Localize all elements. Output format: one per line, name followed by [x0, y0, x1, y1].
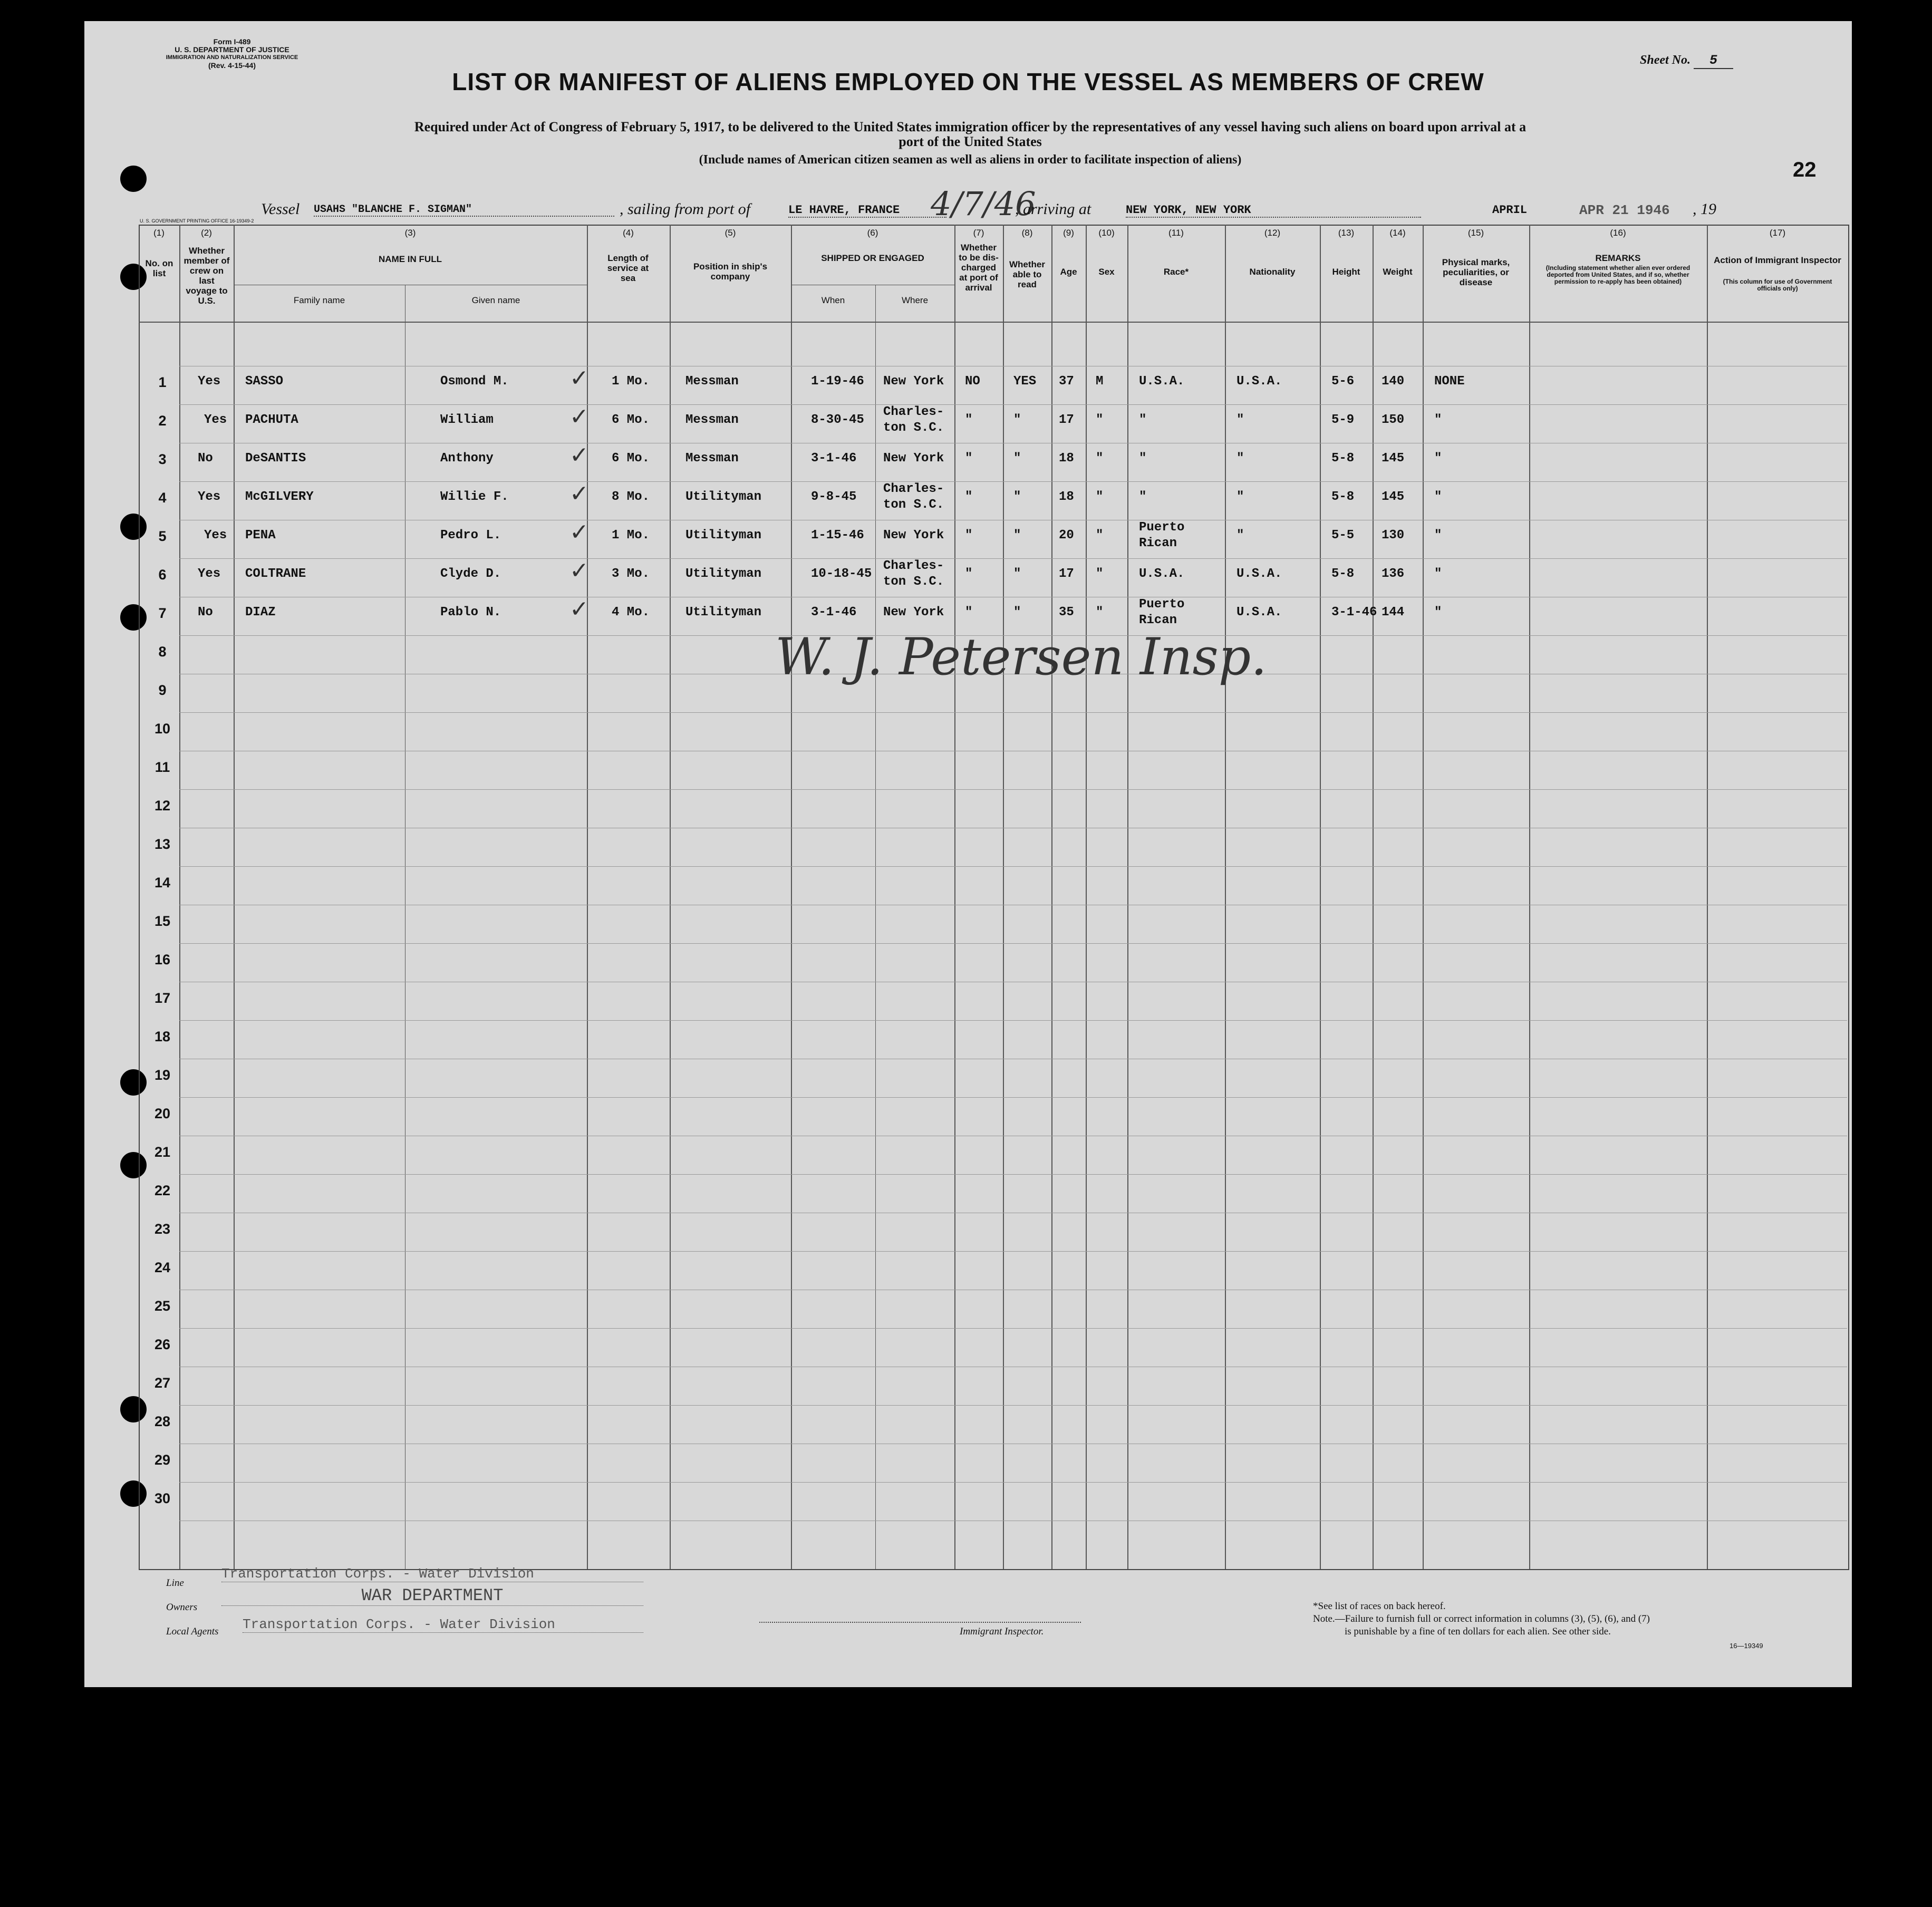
row-number: 11: [154, 759, 170, 775]
row-number: 25: [154, 1298, 171, 1314]
cell-nationality: ": [1237, 528, 1244, 543]
form-rev: (Rev. 4-15-44): [208, 61, 256, 70]
handwritten-date: 4/7/46: [931, 185, 1036, 223]
cell-service-length: 6 Mo.: [612, 413, 650, 427]
cell-discharged: ": [965, 528, 973, 543]
failure-note: Note.—Failure to furnish full or correct information in columns (3), (5), (6), and (7): [1313, 1613, 1650, 1624]
cell-race: ": [1139, 451, 1147, 466]
cell-able-to-read: ": [1013, 451, 1021, 466]
cell-weight: 145: [1382, 451, 1405, 466]
cell-prev-voyage: No: [198, 451, 213, 466]
cell-shipped-where: New York: [883, 374, 944, 389]
arrival-month: APRIL: [1492, 204, 1528, 217]
cell-able-to-read: ": [1013, 605, 1021, 619]
row-number: 26: [154, 1337, 171, 1352]
cell-service-length: 8 Mo.: [612, 490, 650, 504]
row-rule: [179, 1020, 1847, 1021]
cell-height: 5-6: [1331, 374, 1355, 389]
cell-shipped-when: 3-1-46: [811, 451, 857, 466]
row-number: 5: [158, 528, 167, 544]
arriving-label: , arriving at: [1015, 200, 1091, 218]
row-number: 17: [154, 990, 171, 1006]
cell-family-name: DeSANTIS: [245, 451, 306, 466]
cell-shipped-where: New York: [883, 451, 944, 466]
cell-height: 3-1-46: [1331, 605, 1377, 619]
row-number: 22: [154, 1183, 171, 1198]
year-label: , 19: [1693, 200, 1716, 218]
cell-sex: ": [1096, 451, 1104, 466]
column-rule: [954, 225, 955, 1569]
row-rule: [179, 1405, 1847, 1406]
cell-position: Utilityman: [685, 605, 762, 619]
col-head-height: Height: [1332, 267, 1360, 277]
cell-sex: ": [1096, 567, 1104, 581]
cell-able-to-read: ": [1013, 567, 1021, 581]
cell-physical-marks: ": [1434, 490, 1442, 504]
cell-age: 20: [1059, 528, 1074, 543]
row-rule: [179, 712, 1847, 713]
header-bottom-rule: [139, 322, 1848, 323]
form-code: 16—19349: [1730, 1642, 1763, 1650]
form-dept: U. S. DEPARTMENT OF JUSTICE: [175, 45, 289, 54]
cell-given-name: Willie F.: [440, 490, 509, 504]
column-rule: [1127, 225, 1128, 1569]
cell-given-name: Osmond M.: [440, 374, 509, 389]
col-head-given-name: Given name: [471, 295, 520, 305]
crew-table: [139, 225, 1849, 1570]
col-head-shipped: SHIPPED OR ENGAGED: [821, 253, 924, 263]
form-id-block: [142, 38, 322, 70]
row-number: 6: [158, 567, 167, 583]
cell-nationality: U.S.A.: [1237, 567, 1282, 581]
cell-weight: 145: [1382, 490, 1405, 504]
cell-given-name: Clyde D.: [440, 567, 501, 581]
cell-sex: ": [1096, 528, 1104, 543]
cell-family-name: McGILVERY: [245, 490, 314, 504]
cell-shipped-where: New York: [883, 605, 944, 619]
cell-discharged: ": [965, 451, 973, 466]
cell-service-length: 6 Mo.: [612, 451, 650, 466]
row-number: 13: [154, 836, 171, 852]
printer-imprint: U. S. GOVERNMENT PRINTING OFFICE 16-19349-2: [140, 218, 254, 224]
cell-prev-voyage: No: [198, 605, 213, 619]
cell-nationality: ": [1237, 413, 1244, 427]
row-number: 4: [158, 490, 167, 506]
cell-shipped-where: Charles- ton S.C.: [883, 482, 944, 512]
row-rule: [179, 1328, 1847, 1329]
col-head-nationality: Nationality: [1249, 267, 1296, 277]
cell-height: 5-9: [1331, 413, 1355, 427]
cell-position: Messman: [685, 413, 739, 427]
col-head-action: Action of Immigrant Inspector: [1714, 255, 1841, 265]
row-rule: [179, 558, 1847, 559]
cell-age: 35: [1059, 605, 1074, 619]
row-number: 1: [158, 374, 167, 390]
cell-physical-marks: ": [1434, 451, 1442, 466]
column-rule: [234, 225, 235, 1569]
check-mark-icon: ✓: [569, 442, 589, 469]
cell-discharged: ": [965, 605, 973, 619]
cell-position: Utilityman: [685, 528, 762, 543]
check-mark-icon: ✓: [569, 596, 589, 623]
cell-shipped-when: 3-1-46: [811, 605, 857, 619]
col-head-weight: Weight: [1383, 267, 1413, 277]
row-number: 15: [154, 913, 171, 929]
col-num-3: (3): [404, 228, 416, 238]
cell-prev-voyage: Yes: [198, 490, 221, 504]
inspector-signature: W. J. Petersen Insp.: [775, 627, 1267, 686]
cell-prev-voyage: Yes: [204, 528, 227, 543]
col-head-discharged: Whether to be dis-charged at port of arrival: [959, 243, 999, 293]
cell-weight: 140: [1382, 374, 1405, 389]
cell-able-to-read: YES: [1013, 374, 1037, 389]
col-head-name: NAME IN FULL: [379, 254, 442, 264]
cell-family-name: COLTRANE: [245, 567, 306, 581]
col-num-12: (12): [1264, 228, 1281, 238]
col-head-age: Age: [1060, 267, 1077, 277]
footer-owners-label: Owners: [166, 1602, 198, 1613]
footer-line-value: Transportation Corps. - Water Division: [221, 1566, 643, 1582]
vessel-name: USAHS "BLANCHE F. SIGMAN": [314, 204, 614, 217]
sheet-number: [1640, 53, 1733, 68]
column-rule: [1707, 225, 1708, 1569]
cell-shipped-when: 10-18-45: [811, 567, 872, 581]
inspector-label: Immigrant Inspector.: [960, 1626, 1044, 1637]
arrival-port: NEW YORK, NEW YORK: [1126, 204, 1421, 218]
fine-note: is punishable by a fine of ten dollars for each alien. See other side.: [1345, 1626, 1611, 1637]
cell-position: Messman: [685, 451, 739, 466]
cell-physical-marks: ": [1434, 567, 1442, 581]
cell-age: 37: [1059, 374, 1074, 389]
cell-discharged: ": [965, 567, 973, 581]
sheet-label: Sheet No.: [1640, 53, 1691, 67]
footer-owners-value: WAR DEPARTMENT: [221, 1586, 643, 1606]
cell-position: Messman: [685, 374, 739, 389]
cell-given-name: Pablo N.: [440, 605, 501, 619]
cell-able-to-read: ": [1013, 490, 1021, 504]
col-head-position: Position in ship's company: [693, 262, 768, 282]
column-rule: [1373, 225, 1374, 1569]
cell-age: 17: [1059, 413, 1074, 427]
column-rule: [1529, 225, 1530, 1569]
footer-agents-label: Local Agents: [166, 1626, 219, 1637]
column-rule: [1051, 225, 1052, 1569]
col-head-family-name: Family name: [293, 295, 345, 305]
cell-race: ": [1139, 490, 1147, 504]
col-num-1: (1): [153, 228, 165, 238]
cell-age: 17: [1059, 567, 1074, 581]
races-note: *See list of races on back hereof.: [1313, 1601, 1446, 1612]
row-number: 3: [158, 451, 167, 467]
cell-height: 5-8: [1331, 567, 1355, 581]
cell-sex: ": [1096, 413, 1104, 427]
cell-race: U.S.A.: [1139, 567, 1185, 581]
cell-discharged: NO: [965, 374, 980, 389]
page-corner-number: 22: [1793, 158, 1817, 181]
col-head-action-note: (This column for use of Government officials only): [1723, 278, 1832, 292]
col-head-when: When: [821, 295, 845, 305]
column-rule: [1225, 225, 1226, 1569]
row-number: 21: [154, 1144, 171, 1160]
col-num-15: (15): [1467, 228, 1484, 238]
check-mark-icon: ✓: [569, 519, 589, 546]
form-number: Form I-489: [213, 37, 251, 46]
vessel-label: Vessel: [261, 200, 300, 218]
cell-prev-voyage: Yes: [198, 374, 221, 389]
cell-nationality: ": [1237, 490, 1244, 504]
cell-physical-marks: ": [1434, 413, 1442, 427]
cell-prev-voyage: Yes: [198, 567, 221, 581]
row-rule: [179, 481, 1847, 482]
cell-service-length: 1 Mo.: [612, 374, 650, 389]
cell-given-name: Pedro L.: [440, 528, 501, 543]
cell-height: 5-8: [1331, 451, 1355, 466]
cell-family-name: PENA: [245, 528, 276, 543]
col-head-remarks: REMARKS: [1595, 253, 1641, 263]
row-number: 18: [154, 1029, 171, 1044]
cell-shipped-where: Charles- ton S.C.: [883, 405, 944, 435]
col-num-13: (13): [1338, 228, 1355, 238]
row-rule: [179, 404, 1847, 405]
col-num-9: (9): [1063, 228, 1074, 238]
cell-able-to-read: ": [1013, 528, 1021, 543]
cell-race: Puerto Rican: [1139, 520, 1185, 550]
cell-nationality: U.S.A.: [1237, 605, 1282, 619]
cell-shipped-where: Charles- ton S.C.: [883, 559, 944, 589]
column-rule: [875, 285, 876, 1569]
subtitle-line-3: (Include names of American citizen seamen as well as aliens in order to facilitate inspection of aliens): [699, 153, 1242, 167]
form-service: IMMIGRATION AND NATURALIZATION SERVICE: [166, 54, 298, 61]
cell-weight: 144: [1382, 605, 1405, 619]
cell-discharged: ": [965, 490, 973, 504]
col-num-5: (5): [724, 228, 736, 238]
column-rule: [791, 225, 792, 1569]
cell-given-name: William: [440, 413, 494, 427]
cell-shipped-where: New York: [883, 528, 944, 543]
column-rule: [1320, 225, 1321, 1569]
footer-agents-value: Transportation Corps. - Water Division: [243, 1616, 643, 1633]
cell-shipped-when: 9-8-45: [811, 490, 857, 504]
sheet-value: 5: [1694, 53, 1733, 69]
arrival-stamp: APR 21 1946: [1579, 202, 1670, 218]
cell-race: Puerto Rican: [1139, 597, 1185, 627]
check-mark-icon: ✓: [569, 480, 589, 507]
inspector-sign-line: [759, 1622, 1081, 1623]
col-num-4: (4): [623, 228, 634, 238]
column-rule: [1003, 225, 1004, 1569]
row-number: 9: [158, 682, 167, 698]
col-head-sex: Sex: [1098, 267, 1115, 277]
col-num-14: (14): [1389, 228, 1406, 238]
col-head-race: Race*: [1163, 267, 1189, 277]
subtitle-line-1: Required under Act of Congress of February 5, 1917, to be delivered to the United States immigration officer by the representatives of any vessel having such aliens on board upon arrival at a: [414, 119, 1527, 134]
cell-height: 5-5: [1331, 528, 1355, 543]
col-num-8: (8): [1021, 228, 1033, 238]
col-num-7: (7): [973, 228, 984, 238]
col-num-2: (2): [201, 228, 212, 238]
col-num-16: (16): [1610, 228, 1626, 238]
cell-given-name: Anthony: [440, 451, 494, 466]
page-title: LIST OR MANIFEST OF ALIENS EMPLOYED ON THE VESSEL AS MEMBERS OF CREW: [452, 68, 1484, 95]
row-number: 10: [154, 721, 171, 737]
col-num-11: (11): [1168, 228, 1184, 238]
row-number: 30: [154, 1490, 171, 1506]
cell-nationality: U.S.A.: [1237, 374, 1282, 389]
cell-nationality: ": [1237, 451, 1244, 466]
row-number: 29: [154, 1452, 171, 1468]
col-num-17: (17): [1769, 228, 1786, 238]
cell-weight: 136: [1382, 567, 1405, 581]
cell-physical-marks: ": [1434, 605, 1442, 619]
col-head-no-on-list: No. on list: [145, 258, 173, 278]
cell-able-to-read: ": [1013, 413, 1021, 427]
col-head-remarks-note: (Including statement whether alien ever ordered deported from United States, and if so, whether permission to re-apply has been obtained): [1545, 264, 1691, 285]
cell-position: Utilityman: [685, 490, 762, 504]
cell-sex: ": [1096, 605, 1104, 619]
column-rule: [670, 225, 671, 1569]
cell-shipped-when: 1-19-46: [811, 374, 864, 389]
cell-family-name: DIAZ: [245, 605, 276, 619]
row-number: 8: [158, 644, 167, 660]
row-number: 7: [158, 605, 167, 621]
check-mark-icon: ✓: [569, 403, 589, 430]
punch-hole: [120, 166, 147, 192]
row-rule: [179, 1097, 1847, 1098]
cell-weight: 130: [1382, 528, 1405, 543]
check-mark-icon: ✓: [569, 365, 589, 392]
cell-service-length: 1 Mo.: [612, 528, 650, 543]
column-rule: [1423, 225, 1424, 1569]
cell-service-length: 3 Mo.: [612, 567, 650, 581]
col-head-prev-voyage: Whether member of crew on last voyage to U.S.: [183, 246, 230, 306]
sailing-label: , sailing from port of: [620, 200, 751, 218]
row-number: 2: [158, 413, 167, 429]
cell-race: U.S.A.: [1139, 374, 1185, 389]
row-number: 19: [154, 1067, 171, 1083]
col-head-where: Where: [901, 295, 929, 305]
cell-race: ": [1139, 413, 1147, 427]
cell-shipped-when: 1-15-46: [811, 528, 864, 543]
cell-shipped-when: 8-30-45: [811, 413, 864, 427]
col-num-10: (10): [1098, 228, 1115, 238]
row-number: 27: [154, 1375, 171, 1391]
cell-family-name: SASSO: [245, 374, 284, 389]
cell-sex: ": [1096, 490, 1104, 504]
cell-discharged: ": [965, 413, 973, 427]
footer-line-label: Line: [166, 1577, 184, 1589]
manifest-sheet: [84, 21, 1852, 1687]
row-number: 14: [154, 875, 171, 890]
row-number: 20: [154, 1106, 171, 1121]
cell-height: 5-8: [1331, 490, 1355, 504]
row-rule: [179, 1251, 1847, 1252]
col-head-read: Whether able to read: [1009, 259, 1045, 289]
vessel-line: [261, 185, 1764, 223]
cell-service-length: 4 Mo.: [612, 605, 650, 619]
row-rule: [179, 866, 1847, 867]
row-number: 12: [154, 798, 171, 814]
departure-port: LE HAVRE, FRANCE: [788, 204, 946, 218]
subtitle-line-2: port of the United States: [899, 134, 1042, 149]
col-head-physical: Physical marks, peculiarities, or disease: [1442, 257, 1510, 287]
check-mark-icon: ✓: [569, 557, 589, 584]
cell-age: 18: [1059, 490, 1074, 504]
cell-weight: 150: [1382, 413, 1405, 427]
row-number: 24: [154, 1260, 171, 1275]
col-head-service: Length of service at sea: [607, 253, 649, 283]
cell-physical-marks: NONE: [1434, 374, 1465, 389]
row-rule: [179, 943, 1847, 944]
row-rule: [179, 1482, 1847, 1483]
col-num-6: (6): [867, 228, 878, 238]
row-rule: [179, 789, 1847, 790]
cell-sex: M: [1096, 374, 1104, 389]
column-rule: [179, 225, 180, 1569]
cell-age: 18: [1059, 451, 1074, 466]
row-number: 16: [154, 952, 171, 967]
cell-physical-marks: ": [1434, 528, 1442, 543]
row-number: 28: [154, 1414, 171, 1429]
cell-family-name: PACHUTA: [245, 413, 298, 427]
cell-position: Utilityman: [685, 567, 762, 581]
column-rule: [1086, 225, 1087, 1569]
row-rule: [179, 1174, 1847, 1175]
row-number: 23: [154, 1221, 171, 1237]
cell-prev-voyage: Yes: [204, 413, 227, 427]
